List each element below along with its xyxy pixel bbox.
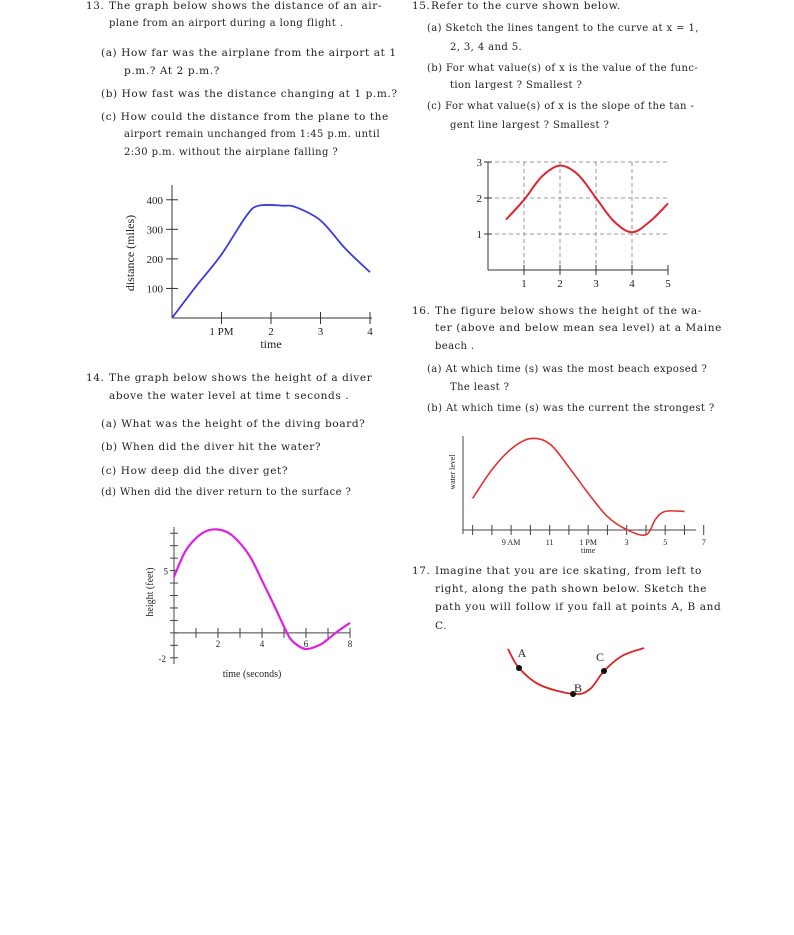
p16-part-b: (b) At which time (s) was the current the strongest ? [427, 403, 715, 414]
curve-15-line [506, 166, 668, 233]
p15-part-a-2: 2, 3, 4 and 5. [450, 42, 523, 53]
p15-part-c-2: gent line largest ? Smallest ? [450, 120, 610, 131]
p16-line-2: ter (above and below mean sea level) at a Maine [435, 322, 722, 334]
p14-part-c: (c) How deep did the diver get? [101, 465, 289, 477]
x-tick-label: 5 [663, 538, 668, 547]
p16-part-a-2: The least ? [450, 382, 510, 393]
p13-line-1: The graph below shows the distance of an air- [109, 0, 383, 12]
skating-path-diagram [500, 640, 650, 700]
p14-line-1: The graph below shows the height of a diver [109, 372, 373, 384]
p16-number: 16. [412, 305, 431, 317]
point-label-a: A [517, 646, 527, 660]
point-c [601, 668, 607, 674]
p15-number: 15. [412, 0, 431, 12]
x-tick-label: 1 PM [209, 326, 234, 338]
p14-part-b: (b) When did the diver hit the water? [101, 441, 322, 453]
p13-part-b: (b) How fast was the distance changing at 1 p.m.? [101, 88, 398, 100]
y-axis-label: distance (miles) [123, 214, 137, 292]
curve-15-chart [470, 150, 690, 290]
x-axis-label: time [260, 337, 282, 351]
y-tick-label: 5 [163, 566, 168, 577]
point-label-b: B [573, 681, 583, 695]
p13-number: 13. [86, 0, 105, 12]
diver-height-chart [142, 522, 352, 682]
y-tick-label: 100 [146, 283, 163, 296]
y-axis-label: water level [448, 454, 457, 490]
point-a [516, 665, 522, 671]
p16-part-a-1: (a) At which time (s) was the most beach exposed ? [427, 364, 708, 375]
p13-part-c-2: airport remain unchanged from 1:45 p.m. until [124, 129, 381, 140]
x-tick-label: 11 [545, 538, 554, 547]
y-tick-label: 2 [476, 193, 482, 205]
p14-part-d: (d) When did the diver return to the surface ? [101, 487, 352, 498]
p13-part-c-1: (c) How could the distance from the plane to the [101, 111, 389, 123]
p15-part-b-2: tion largest ? Smallest ? [450, 80, 583, 91]
x-tick-label: 3 [593, 278, 599, 290]
x-tick-label: 3 [624, 538, 629, 547]
p15-part-b-1: (b) For what value(s) of x is the value of the func- [427, 63, 699, 74]
p13-part-a-1: (a) How far was the airplane from the airport at 1 [101, 47, 397, 59]
p13-part-c-3: 2:30 p.m. without the airplane falling ? [124, 147, 339, 158]
x-tick-label: 4 [629, 278, 635, 290]
y-tick-label: -2 [158, 653, 166, 664]
distance-curve [172, 205, 370, 318]
p14-part-a: (a) What was the height of the diving board? [101, 418, 366, 430]
p15-part-a-1: (a) Sketch the lines tangent to the curve at x = 1, [427, 23, 699, 34]
x-tick-label: 4 [259, 638, 265, 649]
p14-line-2: above the water level at time t seconds . [109, 390, 350, 402]
y-tick-label: 200 [146, 253, 163, 266]
x-tick-label: 2 [557, 278, 563, 290]
p17-line-3: path you will follow if you fall at points A, B and [435, 601, 722, 613]
x-tick-label: 1 [521, 278, 527, 290]
y-tick-label: 400 [146, 194, 163, 207]
x-tick-label: 3 [317, 326, 324, 338]
p15-line-1: Refer to the curve shown below. [431, 0, 621, 12]
x-tick-label: 5 [665, 278, 671, 290]
x-tick-label: 9 AM [501, 538, 521, 547]
airplane-distance-chart [120, 180, 380, 355]
y-axis-label: height (feet) [145, 567, 156, 617]
p16-line-1: The figure below shows the height of the wa- [435, 305, 702, 317]
p17-line-1: Imagine that you are ice skating, from left to [435, 565, 702, 577]
p16-line-3: beach . [435, 341, 475, 352]
x-tick-label: 7 [701, 538, 706, 547]
x-tick-label: 8 [347, 638, 353, 649]
water-level-chart [448, 430, 706, 560]
p15-part-c-1: (c) For what value(s) of x is the slope of the tan - [427, 101, 695, 112]
y-tick-label: 300 [146, 224, 163, 237]
p17-line-2: right, along the path shown below. Sketch the [435, 583, 708, 595]
x-tick-label: 2 [215, 638, 221, 649]
point-label-c: C [595, 650, 605, 664]
p13-line-2: plane from an airport during a long flight . [109, 18, 344, 29]
p17-number: 17. [412, 565, 431, 577]
x-tick-label: 6 [303, 638, 309, 649]
y-tick-label: 3 [476, 157, 482, 169]
p14-number: 14. [86, 372, 105, 384]
x-tick-label: 1 PM [579, 538, 597, 547]
p13-part-a-2: p.m.? At 2 p.m.? [124, 65, 220, 77]
x-tick-label: 2 [268, 326, 274, 338]
x-axis-label: time [581, 546, 596, 555]
x-tick-label: 4 [367, 326, 373, 338]
water-curve [473, 438, 685, 535]
p17-line-4: C. [435, 620, 448, 632]
x-axis-label: time (seconds) [222, 669, 282, 680]
y-tick-label: 1 [476, 229, 482, 241]
